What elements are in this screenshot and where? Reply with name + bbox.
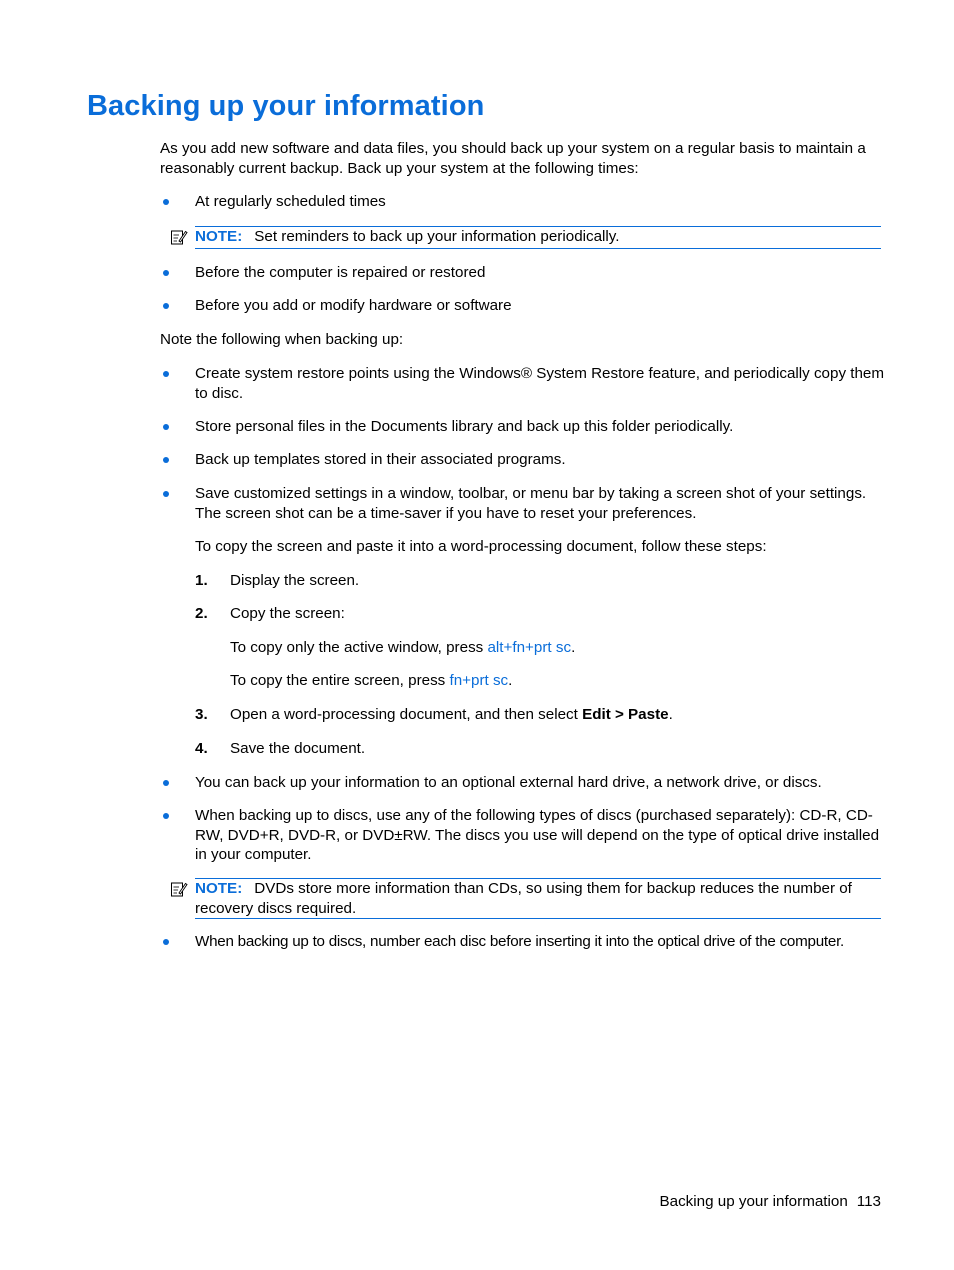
step-text [230, 705, 885, 725]
bullet-dot-icon [163, 270, 169, 276]
list-item: Save customized settings in a window, toolbar, or menu bar by taking a screen shot of your settings. The screen shot can be a time-saver if you have to reset your preferences. [195, 485, 867, 522]
list-item: Store personal files in the Documents library and back up this folder periodically. [195, 418, 734, 435]
bullet-dot-icon [163, 939, 169, 945]
bullet-dot-icon [163, 457, 169, 463]
menu-command: Edit > Paste [582, 706, 669, 723]
note-label: NOTE: [195, 880, 243, 897]
note-box [195, 226, 881, 249]
step-text: Copy the screen: [230, 605, 345, 622]
step-text-punct: . [668, 706, 673, 723]
note-text: DVDs store more information than CDs, so using them for backup reduces the number of recovery discs required. [195, 880, 852, 917]
substep-text: To copy the entire screen, press [230, 672, 450, 689]
list-item: Back up templates stored in their associated programs. [195, 451, 566, 468]
list-item: When backing up to discs, number each disc before inserting it into the optical drive of the computer. [195, 933, 845, 950]
substep-text: To copy only the active window, press [230, 639, 488, 656]
list-item: You can back up your information to an optional external hard drive, a network drive, or discs. [195, 774, 822, 791]
note-pencil-icon [170, 228, 188, 246]
list-item: Before the computer is repaired or restored [195, 264, 486, 281]
step-text: Save the document. [230, 740, 366, 757]
bullet-dot-icon [163, 371, 169, 377]
note-label: NOTE: [195, 228, 243, 245]
step-number: 3. [195, 706, 208, 723]
step-text-part: Open a word-processing document, and then select [230, 706, 583, 723]
substep-punct: . [571, 639, 576, 656]
bullet-dot-icon [163, 199, 169, 205]
bullet-dot-icon [163, 303, 169, 309]
step-substep [230, 638, 885, 658]
page-footer [660, 1193, 881, 1210]
bullet-dot-icon [163, 424, 169, 430]
note-text: Set reminders to back up your information periodically. [254, 228, 620, 245]
bullet-dot-icon [163, 780, 169, 786]
note-pencil-icon [170, 880, 188, 898]
key-combo: fn+prt sc [449, 672, 509, 689]
bullet-dot-icon [163, 491, 169, 497]
key-combo: alt+fn+prt sc [487, 639, 572, 656]
step-number: 1. [195, 572, 208, 589]
bullet-dot-icon [163, 813, 169, 819]
intro-paragraph: As you add new software and data files, you should back up your system on a regular basis to maintain a reasonably current backup. Back up your system at the following times: [160, 140, 866, 177]
list-item: When backing up to discs, use any of the following types of discs (purchased separately): CD-R, CD-RW, DVD+R, DVD-R, or DVD±RW. The discs you use will depend on the type of optical drive installed in your computer. [195, 807, 880, 863]
page-number: 113 [856, 1193, 881, 1210]
list-item: Before you add or modify hardware or software [195, 297, 512, 314]
copy-intro: To copy the screen and paste it into a word-processing document, follow these steps: [195, 538, 767, 555]
note-box [195, 878, 881, 919]
list-item: At regularly scheduled times [195, 193, 386, 210]
footer-title: Backing up your information [659, 1193, 848, 1210]
note-following-paragraph: Note the following when backing up: [160, 331, 404, 348]
substep-punct: . [508, 672, 513, 689]
page-title: Backing up your information [87, 90, 485, 122]
step-substep [230, 671, 885, 691]
step-number: 2. [195, 605, 208, 622]
step-number: 4. [195, 740, 208, 757]
step-text: Display the screen. [230, 572, 360, 589]
list-item: Create system restore points using the Windows® System Restore feature, and periodically copy them to disc. [195, 365, 885, 402]
